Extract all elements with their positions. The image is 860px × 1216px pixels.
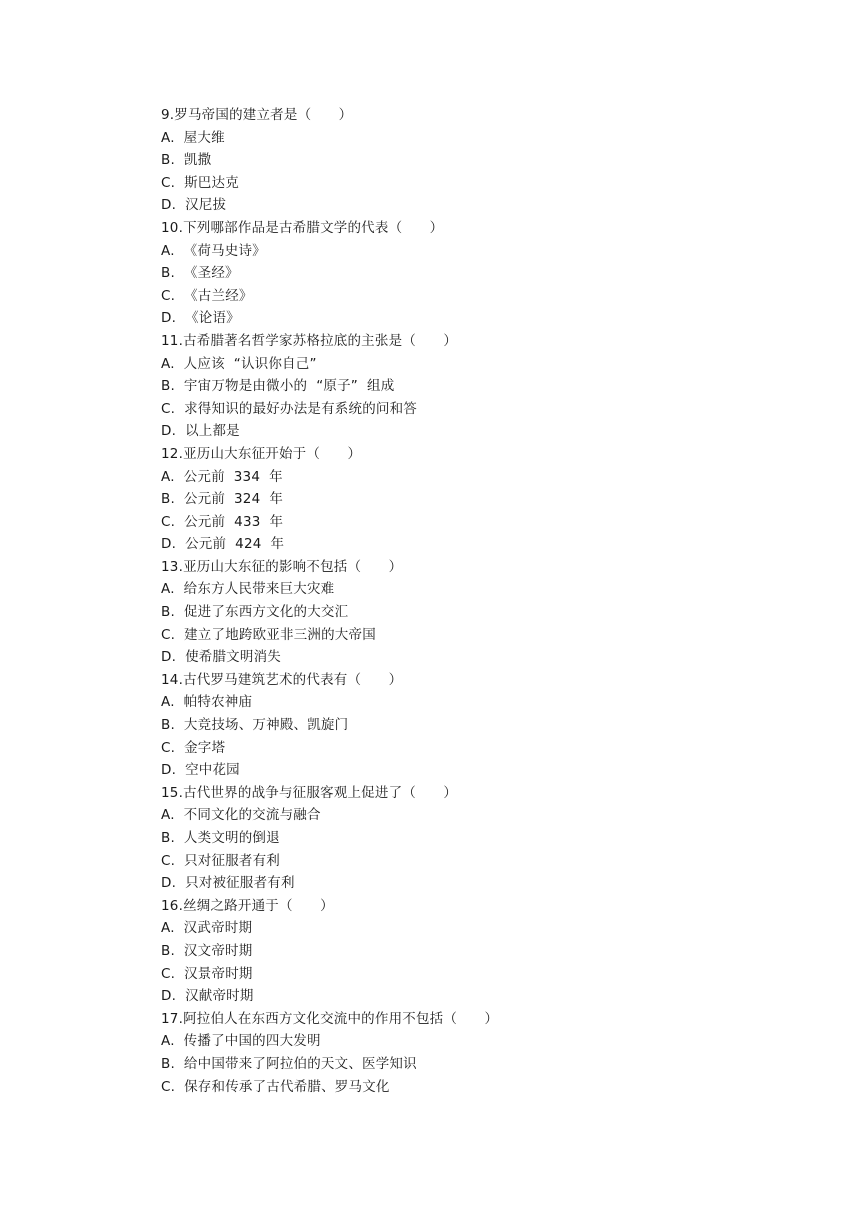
option-c: C. 公元前 433 年 — [161, 513, 284, 530]
option-d: D. 公元前 424 年 — [161, 536, 285, 553]
question-stem: 16.丝绸之路开通于（ ） — [161, 897, 334, 914]
option-d: D. 空中花园 — [161, 762, 240, 779]
option-a: A. 汉武帝时期 — [161, 920, 253, 937]
option-c: C. 金字塔 — [161, 739, 226, 756]
question-16 — [161, 895, 781, 1008]
question-stem: 9.罗马帝国的建立者是（ ） — [161, 107, 353, 123]
option-a: A. 不同文化的交流与融合 — [161, 807, 321, 824]
question-9 — [161, 104, 781, 217]
option-a: A. 帕特农神庙 — [161, 694, 253, 711]
option-b: B. 宇宙万物是由微小的 “原子” 组成 — [161, 378, 395, 395]
question-stem: 12.亚历山大东征开始于（ ） — [161, 445, 362, 462]
option-c: C. 汉景帝时期 — [161, 965, 253, 982]
option-a: A. 公元前 334 年 — [161, 468, 283, 485]
question-stem: 17.阿拉伯人在东西方文化交流中的作用不包括（ ） — [161, 1010, 499, 1027]
question-15 — [161, 782, 781, 895]
question-stem: 15.古代世界的战争与征服客观上促进了（ ） — [161, 784, 458, 801]
option-c: C. 斯巴达克 — [161, 174, 239, 191]
question-17 — [161, 1008, 781, 1098]
option-d: D. 汉尼拔 — [161, 197, 227, 214]
question-stem: 11.古希腊著名哲学家苏格拉底的主张是（ ） — [161, 332, 458, 349]
question-10 — [161, 217, 781, 330]
question-13 — [161, 556, 781, 669]
option-a: A. 传播了中国的四大发明 — [161, 1033, 321, 1050]
option-b: B. 大竞技场、万神殿、凯旋门 — [161, 717, 349, 734]
option-b: B. 凯撒 — [161, 152, 212, 169]
option-d: D. 只对被征服者有利 — [161, 875, 295, 892]
question-11 — [161, 330, 781, 443]
option-d: D. 《论语》 — [161, 310, 240, 327]
option-d: D. 使希腊文明消失 — [161, 649, 281, 666]
option-b: B. 汉文帝时期 — [161, 942, 253, 959]
option-c: C. 保存和传承了古代希腊、罗马文化 — [161, 1078, 390, 1095]
option-c: C. 求得知识的最好办法是有系统的问和答 — [161, 400, 417, 417]
option-b: B. 公元前 324 年 — [161, 491, 284, 508]
option-a: A. 《荷马史诗》 — [161, 242, 266, 259]
option-b: B. 给中国带来了阿拉伯的天文、医学知识 — [161, 1055, 417, 1072]
option-a: A. 屋大维 — [161, 129, 225, 146]
option-d: D. 以上都是 — [161, 423, 240, 440]
option-a: A. 给东方人民带来巨大灾难 — [161, 581, 335, 598]
option-a: A. 人应该 “认识你自己” — [161, 355, 317, 372]
question-stem: 10.下列哪部作品是古希腊文学的代表（ ） — [161, 219, 444, 236]
option-c: C. 建立了地跨欧亚非三洲的大帝国 — [161, 626, 376, 643]
option-c: C. 《古兰经》 — [161, 287, 253, 304]
option-b: B. 促进了东西方文化的大交汇 — [161, 604, 349, 621]
option-b: B. 人类文明的倒退 — [161, 830, 280, 846]
option-c: C. 只对征服者有利 — [161, 852, 280, 869]
option-b: B. 《圣经》 — [161, 265, 239, 282]
question-list — [161, 104, 781, 1098]
question-14 — [161, 669, 781, 782]
option-d: D. 汉献帝时期 — [161, 988, 254, 1005]
question-stem: 13.亚历山大东征的影响不包括（ ） — [161, 558, 403, 575]
question-12 — [161, 443, 781, 556]
question-stem: 14.古代罗马建筑艺术的代表有（ ） — [161, 671, 403, 688]
